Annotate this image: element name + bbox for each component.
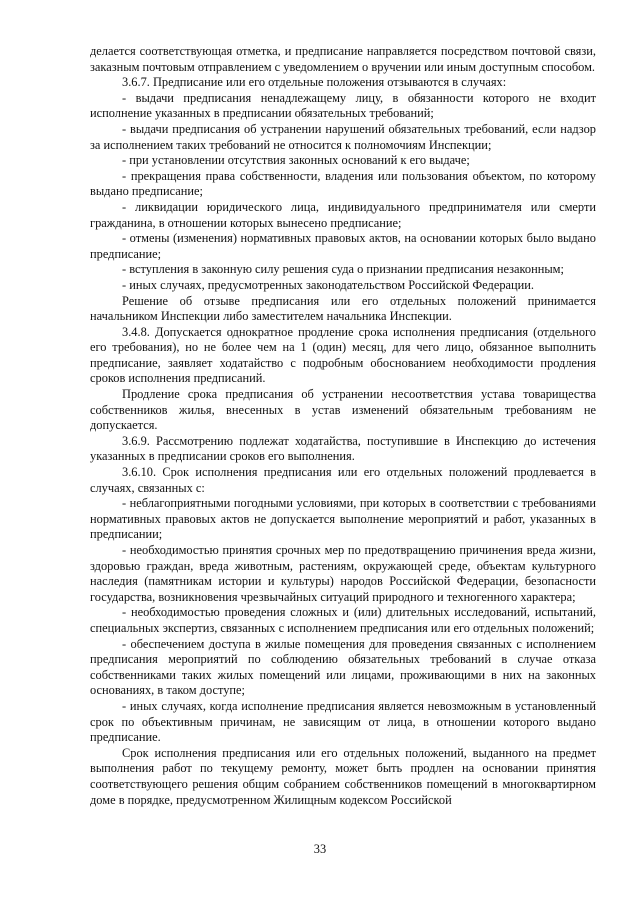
list-item: - иных случаях, когда исполнение предписания является невозможным в установленный срок по объективным причинам, не зависящим от лица, в отношении которого выдано предписание. bbox=[90, 698, 596, 745]
list-item: - неблагоприятными погодными условиями, при которых в соответствии с требованиями нормативных правовых актов не допускается выполнение мероприятий и работ, указанных в предписании; bbox=[90, 496, 596, 542]
list-item: - обеспечением доступа в жилые помещения для проведения связанных с исполнением предписания мероприятий по соблюдению обязательных требований в случае отказа собственниками таких жилых помещений или лицами, проживающими в них на законных основаниях, в таком доступе; bbox=[90, 636, 596, 698]
list-item: - ликвидации юридического лица, индивидуального предпринимателя или смерти гражданина, в отношении которых вынесено предписание; bbox=[90, 199, 596, 230]
clause-3-6-9: 3.6.9. Рассмотрению подлежат ходатайства, поступившие в Инспекцию до истечения указанных в предписании сроков его выполнения. bbox=[90, 433, 596, 464]
clause-3-4-8: 3.4.8. Допускается однократное продление срока исполнения предписания (отдельного его требования), но не более чем на 1 (один) месяц, для чего лицо, обязанное выполнить предписание, заявляет ходатайство с подробным обоснованием необходимости продления сроков исполнения предписаний. bbox=[90, 324, 596, 386]
clause-3-6-7: 3.6.7. Предписание или его отдельные положения отзываются в случаях: bbox=[122, 75, 507, 90]
list-item: - необходимостью проведения сложных и (или) длительных исследований, испытаний, специальных экспертиз, связанных с исполнением предписания или его отдельных положений; bbox=[90, 605, 596, 635]
list-item: - отмены (изменения) нормативных правовых актов, на основании которых было выдано предписание; bbox=[90, 231, 596, 261]
list-item: - вступления в законную силу решения суда о признании предписания незаконным; bbox=[122, 262, 564, 277]
clause-3-6-10: 3.6.10. Срок исполнения предписания или его отдельных положений продлевается в случаях, связанных с: bbox=[90, 465, 596, 495]
document-page bbox=[90, 44, 596, 808]
page-number: 33 bbox=[313, 842, 327, 856]
paragraph: Решение об отзыве предписания или его отдельных положений принимается начальником Инспекции либо заместителем начальника Инспекции. bbox=[90, 293, 596, 324]
list-item: - иных случаях, предусмотренных законодательством Российской Федерации. bbox=[122, 277, 535, 292]
list-item: - выдачи предписания ненадлежащему лицу, в обязанности которого не входит исполнение указанных в предписании обязательных требований; bbox=[90, 90, 596, 121]
list-item: - прекращения права собственности, владения или пользования объектом, по которому выдано предписание; bbox=[90, 168, 596, 199]
paragraph: Продление срока предписания об устранении несоответствия устава товарищества собственников жилья, внесенных в устав изменений обязательным требованиям не допускается. bbox=[90, 387, 596, 433]
list-item: - при установлении отсутствия законных оснований к его выдаче; bbox=[122, 153, 470, 168]
paragraph: Срок исполнения предписания или его отдельных положений, выданного на предмет выполнения работ по текущему ремонту, может быть продлен на основании принятия соответствующего решения общим собранием собственников помещений в многоквартирном доме в порядке, предусмотренном Жилищным кодексом Российской bbox=[90, 745, 596, 807]
list-item: - выдачи предписания об устранении нарушений обязательных требований, если надзор за исполнением таких требований не относится к полномочиям Инспекции; bbox=[90, 121, 596, 152]
list-item: - необходимостью принятия срочных мер по предотвращению причинения вреда жизни, здоровью граждан, вреда животным, растениям, окружающей среде, объектам культурного наследия (памятникам истории и культуры) народов Российской Федерации, безопасности государства, возникновения чрезвычайных ситуаций природного и техногенного характера; bbox=[90, 543, 596, 604]
paragraph-continuation: делается соответствующая отметка, и предписание направляется посредством почтовой связи, заказным почтовым отправлением с уведомлением о вручении или иным доступным способом. bbox=[90, 44, 596, 74]
